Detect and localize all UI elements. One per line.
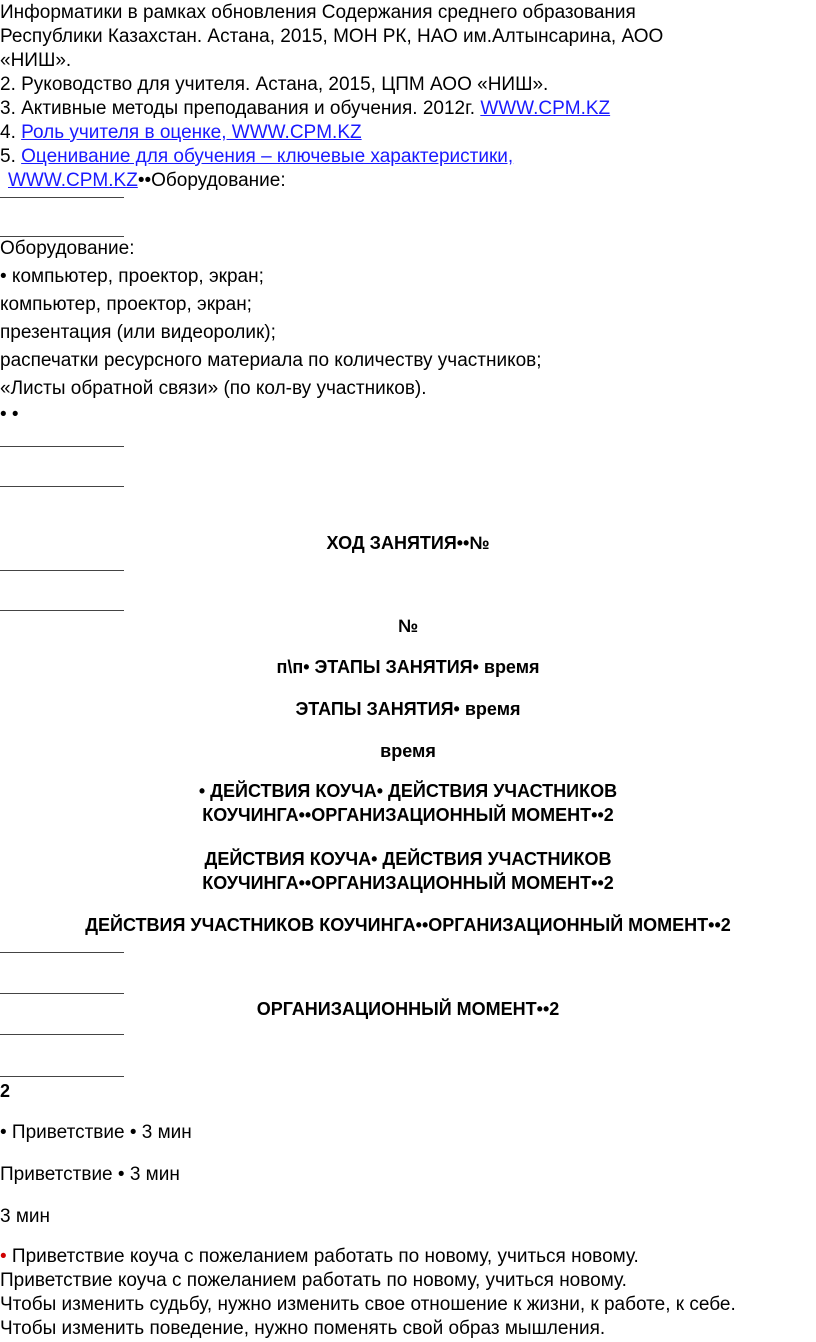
ref5-tail: ••Оборудование:	[137, 170, 286, 191]
separator	[0, 446, 124, 447]
greeting-para	[0, 1246, 639, 1268]
ref4-link[interactable]: Роль учителя в оценке, WWW.CPM.KZ	[21, 122, 362, 143]
ref1-line3: «НИШ».	[0, 50, 72, 71]
separator	[0, 1034, 124, 1035]
course-num: №	[397, 616, 419, 636]
ref5-link[interactable]: Оценивание для обучения – ключевые характеристики,	[21, 146, 514, 167]
equipment-item: • компьютер, проектор, экран;	[0, 266, 264, 287]
equipment-item: «Листы обратной связи» (по кол-ву участников).	[0, 378, 427, 399]
ref3-text: 3. Активные методы преподавания и обучения. 2012г.	[0, 98, 476, 119]
stage-num: 2	[0, 1081, 11, 1101]
equipment-heading: Оборудование:	[0, 238, 135, 259]
greeting-text: Приветствие коуча с пожеланием работать по новому, учиться новому.	[6, 1246, 639, 1267]
greeting-para: Приветствие коуча с пожеланием работать по новому, учиться новому.	[0, 1270, 627, 1291]
red-bullet: •	[0, 1246, 7, 1267]
ref1-line1: Информатики в рамках обновления Содержания среднего образования	[0, 2, 636, 23]
separator	[0, 197, 124, 198]
equipment-item: распечатки ресурсного материала по количеству участников;	[0, 350, 542, 371]
equipment-item: компьютер, проектор, экран;	[0, 294, 252, 315]
stages-line: ЭТАПЫ ЗАНЯТИЯ• время	[295, 699, 521, 719]
separator	[0, 993, 124, 994]
actions-line: ДЕЙСТВИЯ КОУЧА• ДЕЙСТВИЯ УЧАСТНИКОВ	[204, 849, 612, 869]
ref5-cont	[8, 170, 286, 192]
greeting-para: Чтобы изменить судьбу, нужно изменить свое отношение к жизни, к работе, к себе.	[0, 1294, 736, 1315]
actions-line: КОУЧИНГА••ОРГАНИЗАЦИОННЫЙ МОМЕНТ••2	[202, 805, 614, 825]
stages-line: п\п• ЭТАПЫ ЗАНЯТИЯ• время	[276, 657, 540, 677]
course-title: ХОД ЗАНЯТИЯ••№	[326, 533, 490, 553]
actions-line: КОУЧИНГА••ОРГАНИЗАЦИОННЫЙ МОМЕНТ••2	[202, 873, 614, 893]
time-label: время	[380, 741, 436, 761]
separator	[0, 1076, 124, 1077]
actions-line: ДЕЙСТВИЯ УЧАСТНИКОВ КОУЧИНГА••ОРГАНИЗАЦИОННЫЙ МОМЕНТ••2	[85, 915, 731, 935]
ref2: 2. Руководство для учителя. Астана, 2015, ЦПМ АОО «НИШ».	[0, 74, 549, 95]
org-moment: ОРГАНИЗАЦИОННЫЙ МОМЕНТ••2	[256, 999, 560, 1019]
ref4	[0, 122, 362, 144]
greeting-line: Приветствие • 3 мин	[0, 1164, 180, 1185]
ref3-link[interactable]: WWW.CPM.KZ	[480, 98, 611, 119]
ref5	[0, 146, 513, 168]
separator	[0, 236, 124, 237]
greeting-para: Чтобы изменить поведение, нужно поменять свой образ мышления.	[0, 1318, 606, 1339]
equipment-bullets: • •	[0, 404, 19, 425]
separator	[0, 486, 124, 487]
ref1-line2: Республики Казахстан. Астана, 2015, МОН РК, НАО им.Алтынсарина, АОО	[0, 26, 664, 47]
separator	[0, 570, 124, 571]
ref5-num: 5.	[0, 146, 16, 167]
actions-line: • ДЕЙСТВИЯ КОУЧА• ДЕЙСТВИЯ УЧАСТНИКОВ	[198, 781, 618, 801]
equipment-item: презентация (или видеоролик);	[0, 322, 276, 343]
ref4-num: 4.	[0, 122, 16, 143]
ref5-link2[interactable]: WWW.CPM.KZ	[8, 170, 138, 191]
greeting-line: 3 мин	[0, 1206, 51, 1227]
ref3	[0, 98, 610, 120]
separator	[0, 952, 124, 953]
greeting-line: • Приветствие • 3 мин	[0, 1122, 192, 1143]
separator	[0, 610, 124, 611]
